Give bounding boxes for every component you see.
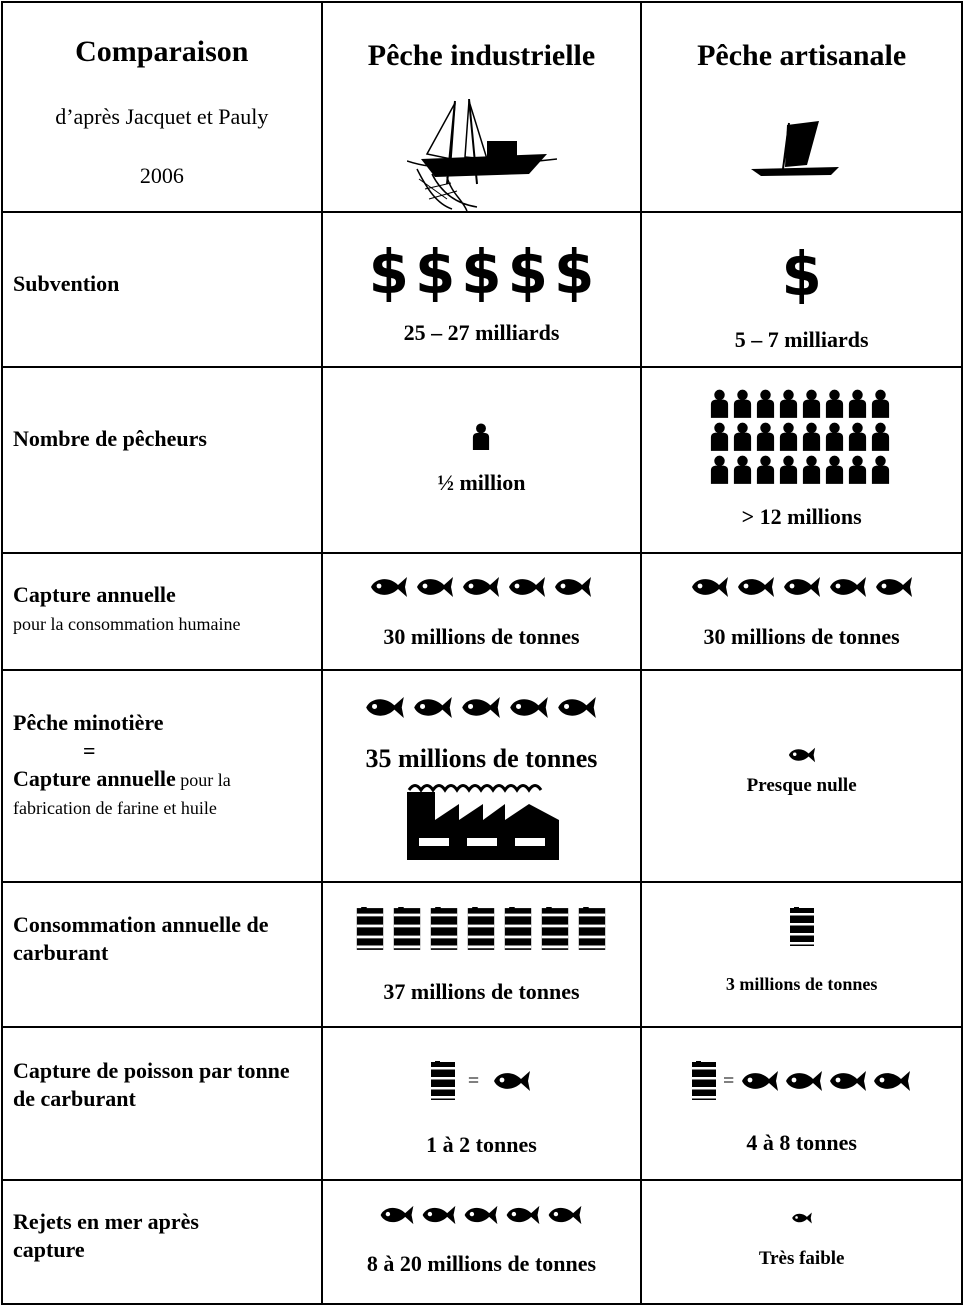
reduction-industrial-value: 35 millions de tonnes bbox=[365, 744, 598, 773]
fish-icon bbox=[828, 1070, 868, 1092]
subvention-industrial-cell bbox=[322, 212, 642, 367]
person-icons-industrial bbox=[323, 423, 641, 450]
fishers-label-cell bbox=[2, 367, 322, 553]
fishers-artisanal-value: > 12 millions bbox=[741, 504, 862, 529]
barrel-icon bbox=[789, 907, 815, 947]
catch-industrial-cell bbox=[322, 553, 642, 670]
fuel-label: Consommation annuelle de carburant bbox=[13, 912, 269, 965]
fish-icons-discards bbox=[323, 1205, 641, 1225]
fish-icon bbox=[782, 576, 822, 598]
person-icon bbox=[709, 389, 730, 418]
subvention-label-cell bbox=[2, 212, 322, 367]
dollar-icon: $ bbox=[554, 236, 595, 308]
fuel-artisanal-cell bbox=[641, 882, 962, 1027]
catch-artisanal-value: 30 millions de tonnes bbox=[703, 624, 900, 649]
comparison-title: Comparaison bbox=[75, 35, 249, 68]
source-year: 2006 bbox=[139, 163, 184, 188]
fish-icon bbox=[736, 576, 776, 598]
fish-icons-reduction-artisanal bbox=[642, 747, 961, 763]
fuel-label-cell bbox=[2, 882, 322, 1027]
reduction-label-cell bbox=[2, 670, 322, 882]
person-icon bbox=[847, 422, 868, 451]
row-discards bbox=[2, 1180, 962, 1304]
dollar-icon: $ bbox=[414, 236, 456, 308]
fish-icon bbox=[491, 1070, 533, 1092]
fish-icon bbox=[872, 1070, 912, 1092]
fishers-artisanal-cell bbox=[641, 367, 962, 553]
barrel-icon bbox=[392, 907, 422, 951]
discards-label-cell bbox=[2, 1180, 322, 1304]
row-fuel bbox=[2, 882, 962, 1027]
ratio-industrial-cell bbox=[322, 1027, 642, 1180]
catch-industrial-value: 30 millions de tonnes bbox=[383, 624, 580, 649]
fish-icon bbox=[874, 576, 914, 598]
barrel-icon bbox=[466, 907, 496, 951]
person-icon bbox=[732, 422, 753, 451]
fish-icon bbox=[364, 696, 406, 719]
reduction-label-2: Capture annuelle bbox=[13, 766, 176, 791]
dollar-icon: $ bbox=[461, 236, 502, 308]
person-icon bbox=[801, 455, 822, 484]
barrel-icon bbox=[503, 907, 533, 951]
reduction-artisanal-value: Presque nulle bbox=[746, 775, 857, 796]
trawler-ship-icon bbox=[407, 99, 557, 211]
row-reduction-fishery bbox=[2, 670, 962, 882]
barrel-icon bbox=[691, 1060, 717, 1102]
barrel-icon bbox=[430, 1060, 456, 1102]
fuel-industrial-cell bbox=[322, 882, 642, 1027]
fish-icon bbox=[461, 576, 501, 598]
fish-icon bbox=[415, 576, 455, 598]
equals-sign: = bbox=[467, 1069, 480, 1092]
person-icon bbox=[778, 389, 799, 418]
ratio-artisanal-value: 4 à 8 tonnes bbox=[746, 1130, 857, 1155]
header-cell-industrial bbox=[322, 2, 642, 212]
person-icon bbox=[732, 389, 753, 418]
fish-icon bbox=[690, 576, 730, 598]
row-catch bbox=[2, 553, 962, 670]
fish-icon bbox=[553, 576, 593, 598]
ratio-label-cell bbox=[2, 1027, 322, 1180]
fish-icons-artisanal bbox=[642, 576, 961, 598]
reduction-industrial-cell bbox=[322, 670, 642, 882]
person-icon bbox=[870, 455, 891, 484]
fish-icons-reduction bbox=[323, 696, 641, 719]
ratio-industrial-value: 1 à 2 tonnes bbox=[426, 1132, 537, 1157]
barrel-icons-artisanal bbox=[642, 907, 961, 947]
person-icon bbox=[824, 422, 845, 451]
person-icon bbox=[471, 423, 491, 450]
fish-icons-industrial bbox=[323, 576, 641, 598]
factory-icon bbox=[405, 784, 561, 860]
discards-artisanal-cell bbox=[641, 1180, 962, 1304]
fuel-industrial-value: 37 millions de tonnes bbox=[383, 979, 580, 1004]
fish-icon bbox=[420, 1205, 458, 1225]
fish-icon bbox=[507, 576, 547, 598]
source-authors: d’après Jacquet et Pauly bbox=[55, 104, 269, 129]
industrial-title: Pêche industrielle bbox=[367, 39, 596, 72]
fish-icon bbox=[504, 1205, 542, 1225]
reduction-label: Pêche minotière bbox=[13, 710, 164, 735]
discards-artisanal-value: Très faible bbox=[758, 1248, 845, 1269]
fish-icon bbox=[462, 1205, 500, 1225]
subvention-industrial-value: 25 – 27 milliards bbox=[403, 320, 560, 345]
reduction-artisanal-cell bbox=[641, 670, 962, 882]
person-icon bbox=[870, 389, 891, 418]
comparison-table bbox=[1, 1, 963, 1305]
person-icon bbox=[732, 455, 753, 484]
dollar-icon: $ bbox=[507, 236, 549, 308]
discards-industrial-value: 8 à 20 millions de tonnes bbox=[366, 1251, 597, 1276]
fish-icon bbox=[378, 1205, 416, 1225]
person-icon bbox=[778, 422, 799, 451]
header-cell-artisanal bbox=[641, 2, 962, 212]
fish-icon bbox=[412, 696, 454, 719]
header-cell-comparison bbox=[2, 2, 322, 212]
subvention-label: Subvention bbox=[13, 271, 120, 296]
fuel-artisanal-value: 3 millions de tonnes bbox=[725, 974, 878, 994]
equals-sign: = bbox=[723, 1069, 735, 1092]
person-icon bbox=[824, 389, 845, 418]
equals-sign: = bbox=[83, 738, 96, 763]
sailboat-icon bbox=[747, 121, 843, 181]
person-icon bbox=[755, 422, 776, 451]
fishers-industrial-value: ½ million bbox=[437, 470, 526, 495]
person-icon bbox=[801, 389, 822, 418]
person-icon bbox=[847, 389, 868, 418]
barrel-icon bbox=[355, 907, 385, 951]
subvention-artisanal-cell bbox=[641, 212, 962, 367]
dollar-icon: $ bbox=[781, 238, 822, 310]
ratio-label: Capture de poisson par tonne de carburant bbox=[13, 1058, 290, 1111]
catch-sublabel: pour la consommation humaine bbox=[13, 614, 241, 634]
person-icon bbox=[778, 455, 799, 484]
fish-icon bbox=[369, 576, 409, 598]
fish-icon bbox=[740, 1070, 780, 1092]
person-icon bbox=[709, 422, 730, 451]
fish-icon bbox=[828, 576, 868, 598]
fish-icon bbox=[546, 1205, 584, 1225]
person-icon bbox=[824, 455, 845, 484]
subvention-artisanal-value: 5 – 7 milliards bbox=[734, 327, 869, 352]
fish-icon bbox=[791, 1212, 813, 1224]
person-icons-artisanal bbox=[708, 388, 898, 487]
dollar-icon: $ bbox=[368, 236, 409, 308]
fish-icon bbox=[784, 1070, 824, 1092]
artisanal-title: Pêche artisanale bbox=[697, 39, 907, 72]
dollar-icons-industrial bbox=[323, 236, 641, 308]
person-icon bbox=[755, 455, 776, 484]
person-icon bbox=[801, 422, 822, 451]
reduction-sublabel: fabrication de farine et huile bbox=[13, 798, 217, 818]
fish-icon bbox=[460, 696, 502, 719]
fishers-industrial-cell bbox=[322, 367, 642, 553]
person-icon bbox=[709, 455, 730, 484]
person-icon bbox=[755, 389, 776, 418]
header-row bbox=[2, 2, 962, 212]
ratio-artisanal-cell bbox=[641, 1027, 962, 1180]
barrel-icon bbox=[540, 907, 570, 951]
barrel-icon bbox=[577, 907, 607, 951]
fish-icons-discards-artisanal bbox=[642, 1212, 961, 1224]
barrel-icons-industrial bbox=[323, 907, 641, 951]
row-subvention bbox=[2, 212, 962, 367]
person-icon bbox=[847, 455, 868, 484]
row-ratio bbox=[2, 1027, 962, 1180]
fish-icon bbox=[508, 696, 550, 719]
catch-label: Capture annuelle bbox=[13, 582, 176, 607]
catch-label-cell bbox=[2, 553, 322, 670]
person-icon bbox=[870, 422, 891, 451]
ratio-artisanal-equation bbox=[642, 1060, 961, 1102]
barrel-icon bbox=[429, 907, 459, 951]
fish-icon bbox=[556, 696, 598, 719]
row-fishers bbox=[2, 367, 962, 553]
reduction-label-2-rest: pour la bbox=[175, 770, 231, 790]
fish-icon bbox=[787, 747, 817, 763]
discards-label: Rejets en mer après capture bbox=[13, 1209, 199, 1262]
dollar-icons-artisanal bbox=[642, 238, 961, 310]
fishers-label: Nombre de pêcheurs bbox=[13, 426, 207, 451]
catch-artisanal-cell bbox=[641, 553, 962, 670]
discards-industrial-cell bbox=[322, 1180, 642, 1304]
ratio-industrial-equation bbox=[323, 1060, 641, 1102]
